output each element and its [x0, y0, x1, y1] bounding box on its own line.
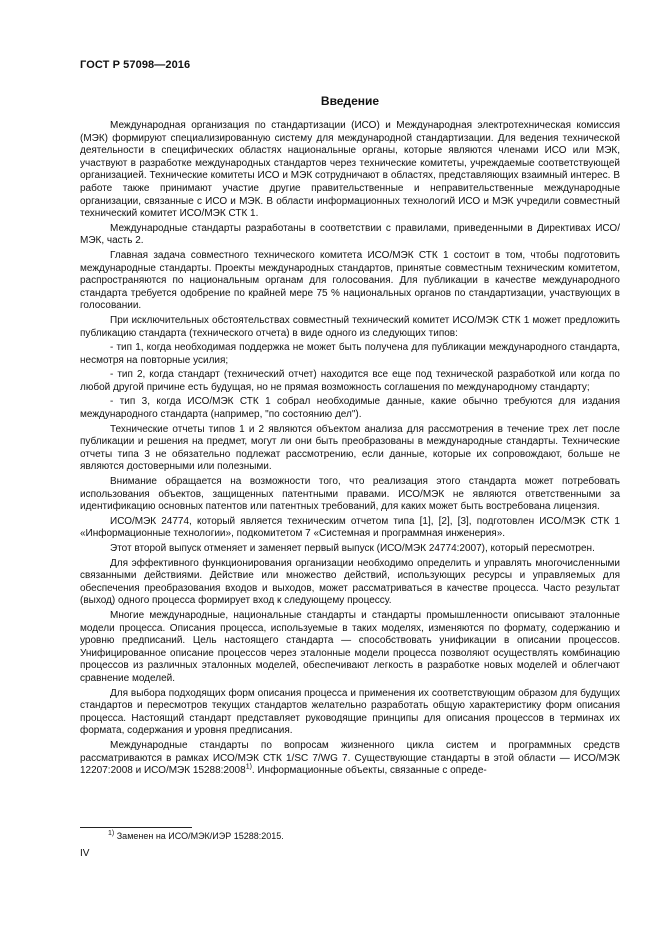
list-item: - тип 3, когда ИСО/МЭК СТК 1 собрал необходимые данные, какие обычно требуются для издания международного стандарта (например, "по состоянию дел").	[80, 396, 620, 421]
paragraph: Внимание обращается на возможности того, что реализация этого стандарта может потребовать использования объектов, защищенных патентными правами. ИСО/МЭК не являются ответственными за идентификацию основных патентов или патентных требований, для каких может быть востребована лицензия.	[80, 476, 620, 513]
paragraph: Для эффективного функционирования организации необходимо определить и управлять многочисленными связанными действиями. Действие или множество действий, использующих ресурсы и управляемых для обеспечения преобразования входов и выходов, может рассматриваться в качестве процесса. Часто результат (выход) одного процесса формирует вход к следующему процессу.	[80, 557, 620, 607]
paragraph: Этот второй выпуск отменяет и заменяет первый выпуск (ИСО/МЭК 24774:2007), который пересмотрен.	[110, 543, 595, 554]
footnote	[108, 831, 284, 841]
paragraph: ИСО/МЭК 24774, который является техническим отчетом типа [1], [2], [3], подготовлен ИСО/МЭК СТК 1 «Информационные технологии», подкомитетом 7 «Системная и программная инженерия».	[80, 515, 620, 540]
standard-code: ГОСТ Р 57098—2016	[80, 59, 191, 71]
page-number: IV	[80, 848, 90, 859]
paragraph: Главная задача совместного технического комитета ИСО/МЭК СТК 1 состоит в том, чтобы подготовить международные стандарты. Проекты международных стандартов, принятые совместным техническим комитетом, распространяются по национальным органам для голосования. Для публикации в качестве международного стандарта требуется одобрение по крайней мере 75 % национальных органов по стандартизации, участвующих в голосовании.	[80, 249, 620, 312]
paragraph: Международные стандарты разработаны в соответствии с правилами, приведенными в Директивах ИСО/МЭК, часть 2.	[80, 222, 620, 247]
footnote-marker: 1)	[108, 830, 115, 837]
paragraph-text-cont: . Информационные объекты, связанные с опреде-	[251, 765, 487, 777]
paragraph: Международная организация по стандартизации (ИСО) и Международная электротехническая комиссия (МЭК) формируют специализированную систему для международной стандартизации. Для ведения технической деятельности в специфических областях национальные органы, которые являются членами ИСО или МЭК, участвуют в разработке международных стандартов через технические комитеты, учреждаемые соответствующей организацией. Технические комитеты ИСО и МЭК сотрудничают в областях, представляющих взаимный интерес. В работе также принимают участие другие правительственные и неправительственные международные организации, связанные с ИСО и МЭК. В области информационных технологий ИСО и МЭК учредили совместный технический комитет ИСО/МЭК СТК 1.	[80, 120, 620, 220]
list-item: - тип 2, когда стандарт (технический отчет) находится все еще под технической разработкой или когда по любой другой причине есть будущая, но не прямая возможность соглашения по международному стандарту;	[80, 369, 620, 393]
paragraph: Для выбора подходящих форм описания процесса и применения их соответствующим образом для будущих стандартов и пересмотров текущих стандартов желательно разработать общую характеристику форм описания процесса. Настоящий стандарт представляет руководящие принципы для описания процессов в терминах их формата, содержания и уровня предписания.	[80, 687, 620, 737]
paragraph: Технические отчеты типов 1 и 2 являются объектом анализа для рассмотрения в течение трех лет после публикации и решения на предмет, могут ли они быть преобразованы в международные стандарты. Технические отчеты типа 3 не обязательно подлежат рассмотрению, если данные, которые их сопровождают, больше не являются достоверными или полезными.	[80, 423, 620, 473]
paragraph-text: Международные стандарты по вопросам жизненного цикла систем и программных средств рассматриваются в рамках ИСО/МЭК СТК 1/SC 7/WG 7. Существующие стандарты в этой области — ИСО/МЭК 12207:2008 и ИСО/МЭК 15288:2008	[80, 739, 620, 777]
list-item: - тип 1, когда необходимая поддержка не может быть получена для публикации международного стандарта, несмотря на повторные усилия;	[80, 342, 620, 366]
footnote-divider	[80, 827, 192, 828]
paragraph-with-footnote	[80, 740, 620, 778]
paragraph: При исключительных обстоятельствах совместный технический комитет ИСО/МЭК СТК 1 может предложить публикацию стандарта (технического отчета) в виде одного из следующих типов:	[80, 314, 620, 339]
paragraph: Многие международные, национальные стандарты и стандарты промышленности описывают эталонные модели процесса. Описания процесса, используемые в таких моделях, изменяются по формату, содержанию и уровню предписаний. Цель настоящего стандарта — способствовать унификации в описании процессов. Унифицированное описание процессов через эталонные модели процесса позволяют осуществлять комбинацию процессов из различных эталонных моделей, обеспечивают легкость в разработке новых моделей и облегчают сравнение моделей.	[80, 609, 620, 684]
intro-body	[80, 120, 620, 780]
footnote-text: Заменен на ИСО/МЭК/ИЭР 15288:2015.	[116, 831, 284, 841]
section-title: Введение	[320, 94, 380, 108]
footnote-ref[interactable]: 1)	[245, 763, 252, 771]
